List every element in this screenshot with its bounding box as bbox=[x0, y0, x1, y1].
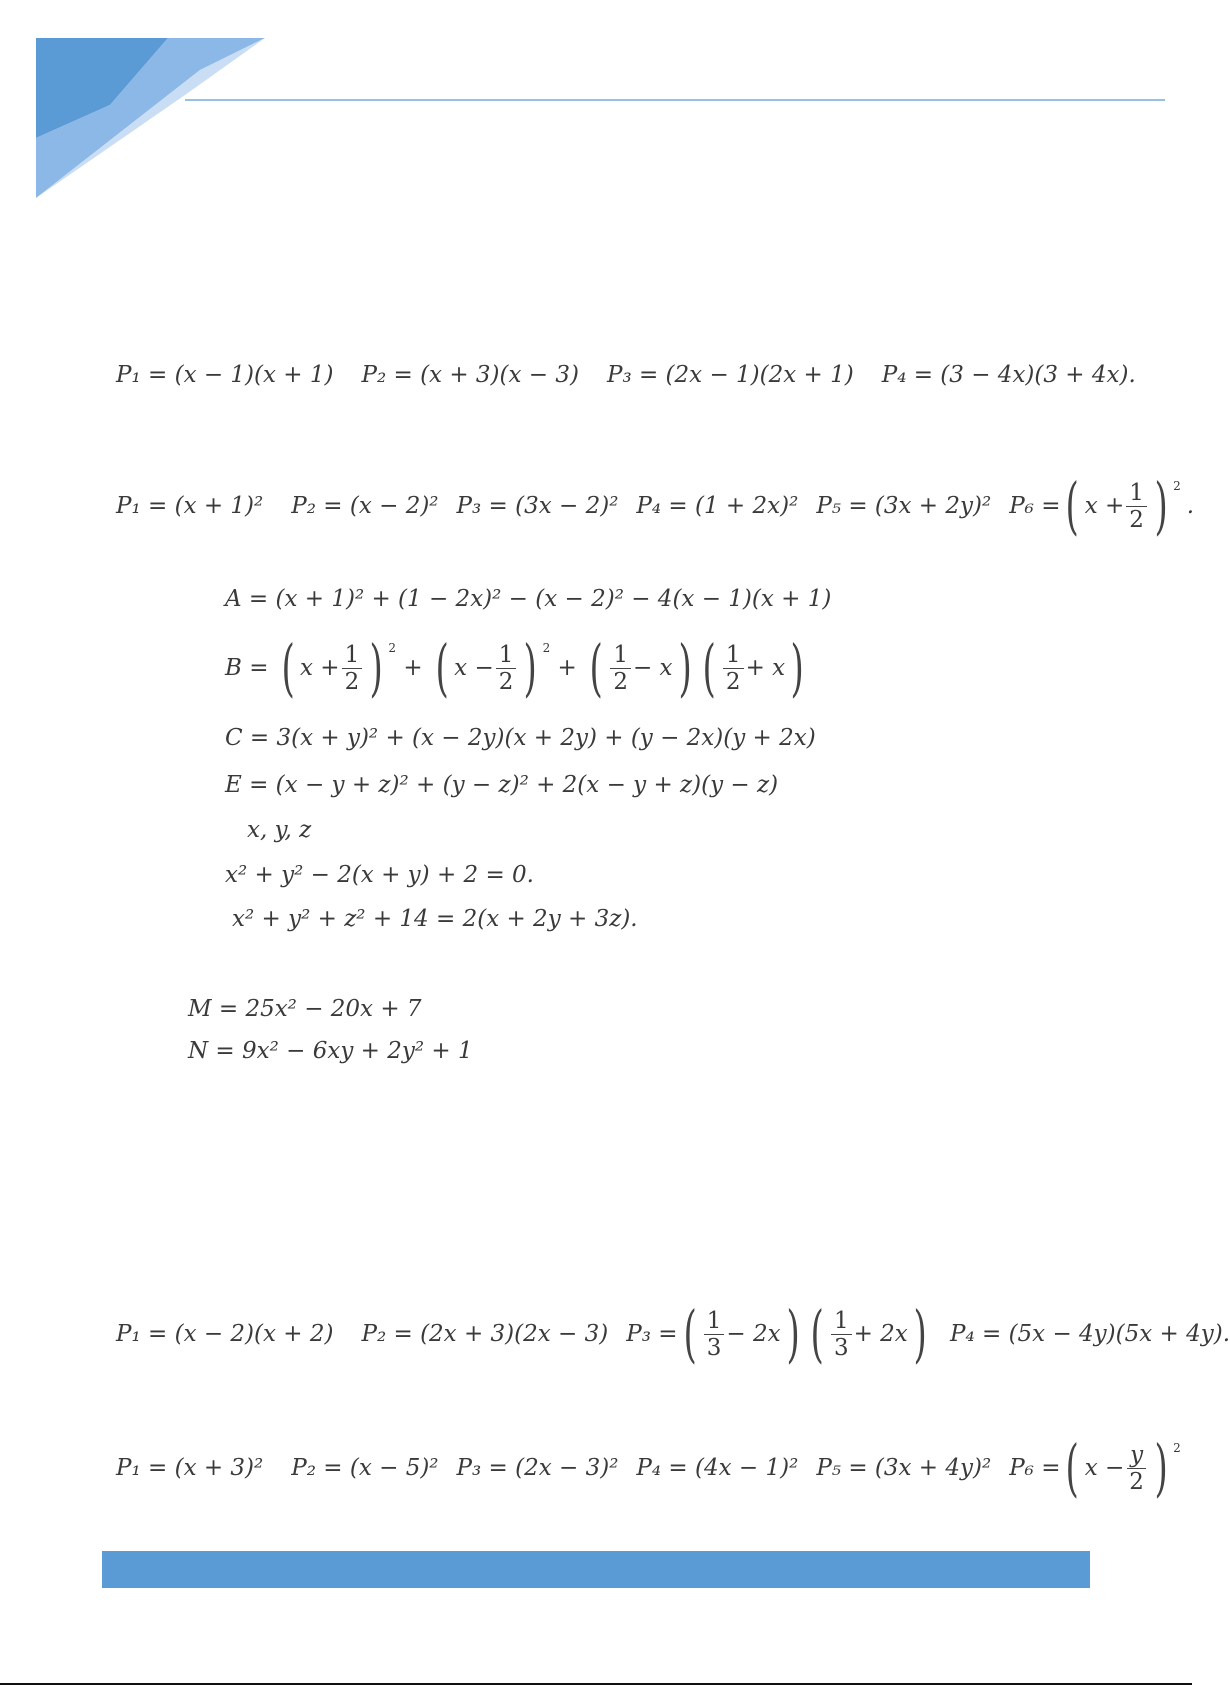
expr-E: E = (x − y + z)² + (y − z)² + 2(x − y + z)(y − z) bbox=[225, 772, 779, 798]
expr-M: M = 25x² − 20x + 7 bbox=[188, 996, 422, 1022]
footer-bar bbox=[102, 1551, 1090, 1588]
r4-p1: P₁ = (x + 3)² bbox=[116, 1455, 264, 1481]
r2-p6-post: . bbox=[1186, 493, 1195, 519]
expr-C: C = 3(x + y)² + (x − 2y)(x + 2y) + (y − 2x)(y + 2x) bbox=[225, 725, 816, 751]
r3-p4: P₄ = (5x − 4y)(5x + 4y). bbox=[949, 1321, 1230, 1347]
row2-squares bbox=[116, 469, 1195, 542]
r4-p3: P₃ = (2x − 3)² bbox=[456, 1455, 619, 1481]
r4-p2: P₂ = (x − 5)² bbox=[291, 1455, 439, 1481]
r3-p3-expr: ( $\frac{1}{3}$ − 2x ) bbox=[682, 1297, 800, 1370]
r2-p1: P₁ = (x + 1)² bbox=[116, 493, 264, 519]
r2-p4: P₄ = (1 + 2x)² bbox=[636, 493, 799, 519]
r2-p2: P₂ = (x − 2)² bbox=[291, 493, 439, 519]
expr-N: N = 9x² − 6xy + 2y² + 1 bbox=[188, 1038, 473, 1064]
expr-A: A = (x + 1)² + (1 − 2x)² − (x − 2)² − 4(x − 1)(x + 1) bbox=[225, 586, 832, 612]
expr-B: B = ( x + $\frac{1}{2}$ ) 2 + ( x − $\frac{1}{2}$ ) 2 + ( $\frac{1}{2}$ − x ) ( $\frac{1}{2}$ + x ) bbox=[225, 631, 804, 704]
equation-1: x² + y² − 2(x + y) + 2 = 0. bbox=[225, 862, 534, 888]
vars-xyz: x, y, z bbox=[247, 817, 312, 843]
r4-p6-label: P₆ = bbox=[1009, 1455, 1061, 1481]
r2-p6-expr: ( x + $\frac{1}{2}$ ) 2 bbox=[1065, 469, 1181, 542]
r2-p3: P₃ = (3x − 2)² bbox=[456, 493, 619, 519]
r3-p2: P₂ = (2x + 3)(2x − 3) bbox=[361, 1321, 609, 1347]
r4-p5: P₅ = (3x + 4y)² bbox=[816, 1455, 992, 1481]
header-decoration bbox=[0, 0, 1192, 220]
row1-products bbox=[116, 360, 1136, 390]
r1-p2: P₂ = (x + 3)(x − 3) bbox=[361, 362, 579, 388]
r4-p4: P₄ = (4x − 1)² bbox=[636, 1455, 799, 1481]
r1-p1: P₁ = (x − 1)(x + 1) bbox=[116, 362, 334, 388]
r3-p3-label: P₃ = bbox=[626, 1321, 678, 1347]
r4-p6-expr: ( x − $\frac{y}{2}$ ) 2 bbox=[1065, 1431, 1181, 1504]
r2-p6-pre: x + bbox=[1084, 493, 1125, 519]
row4-squares bbox=[116, 1431, 1181, 1504]
r3-p1: P₁ = (x − 2)(x + 2) bbox=[116, 1321, 334, 1347]
r1-p3: P₃ = (2x − 1)(2x + 1) bbox=[606, 362, 854, 388]
r2-p6-label: P₆ = bbox=[1009, 493, 1061, 519]
equation-2: x² + y² + z² + 14 = 2(x + 2y + 3z). bbox=[232, 906, 638, 932]
r2-p5: P₅ = (3x + 2y)² bbox=[816, 493, 992, 519]
r1-p4: P₄ = (3 − 4x)(3 + 4x). bbox=[881, 362, 1136, 388]
r2-p6-frac: $\frac{1}{2}$ bbox=[1126, 480, 1147, 533]
row3-products: P₁ = (x − 2)(x + 2) P₂ = (2x + 3)(2x − 3) P₃ = ( $\frac{1}{3}$ − 2x ) ( $\frac{1}{3}$ + 2x ) P₄ = (5x − 4y)(5x + 4y). bbox=[116, 1297, 1230, 1370]
